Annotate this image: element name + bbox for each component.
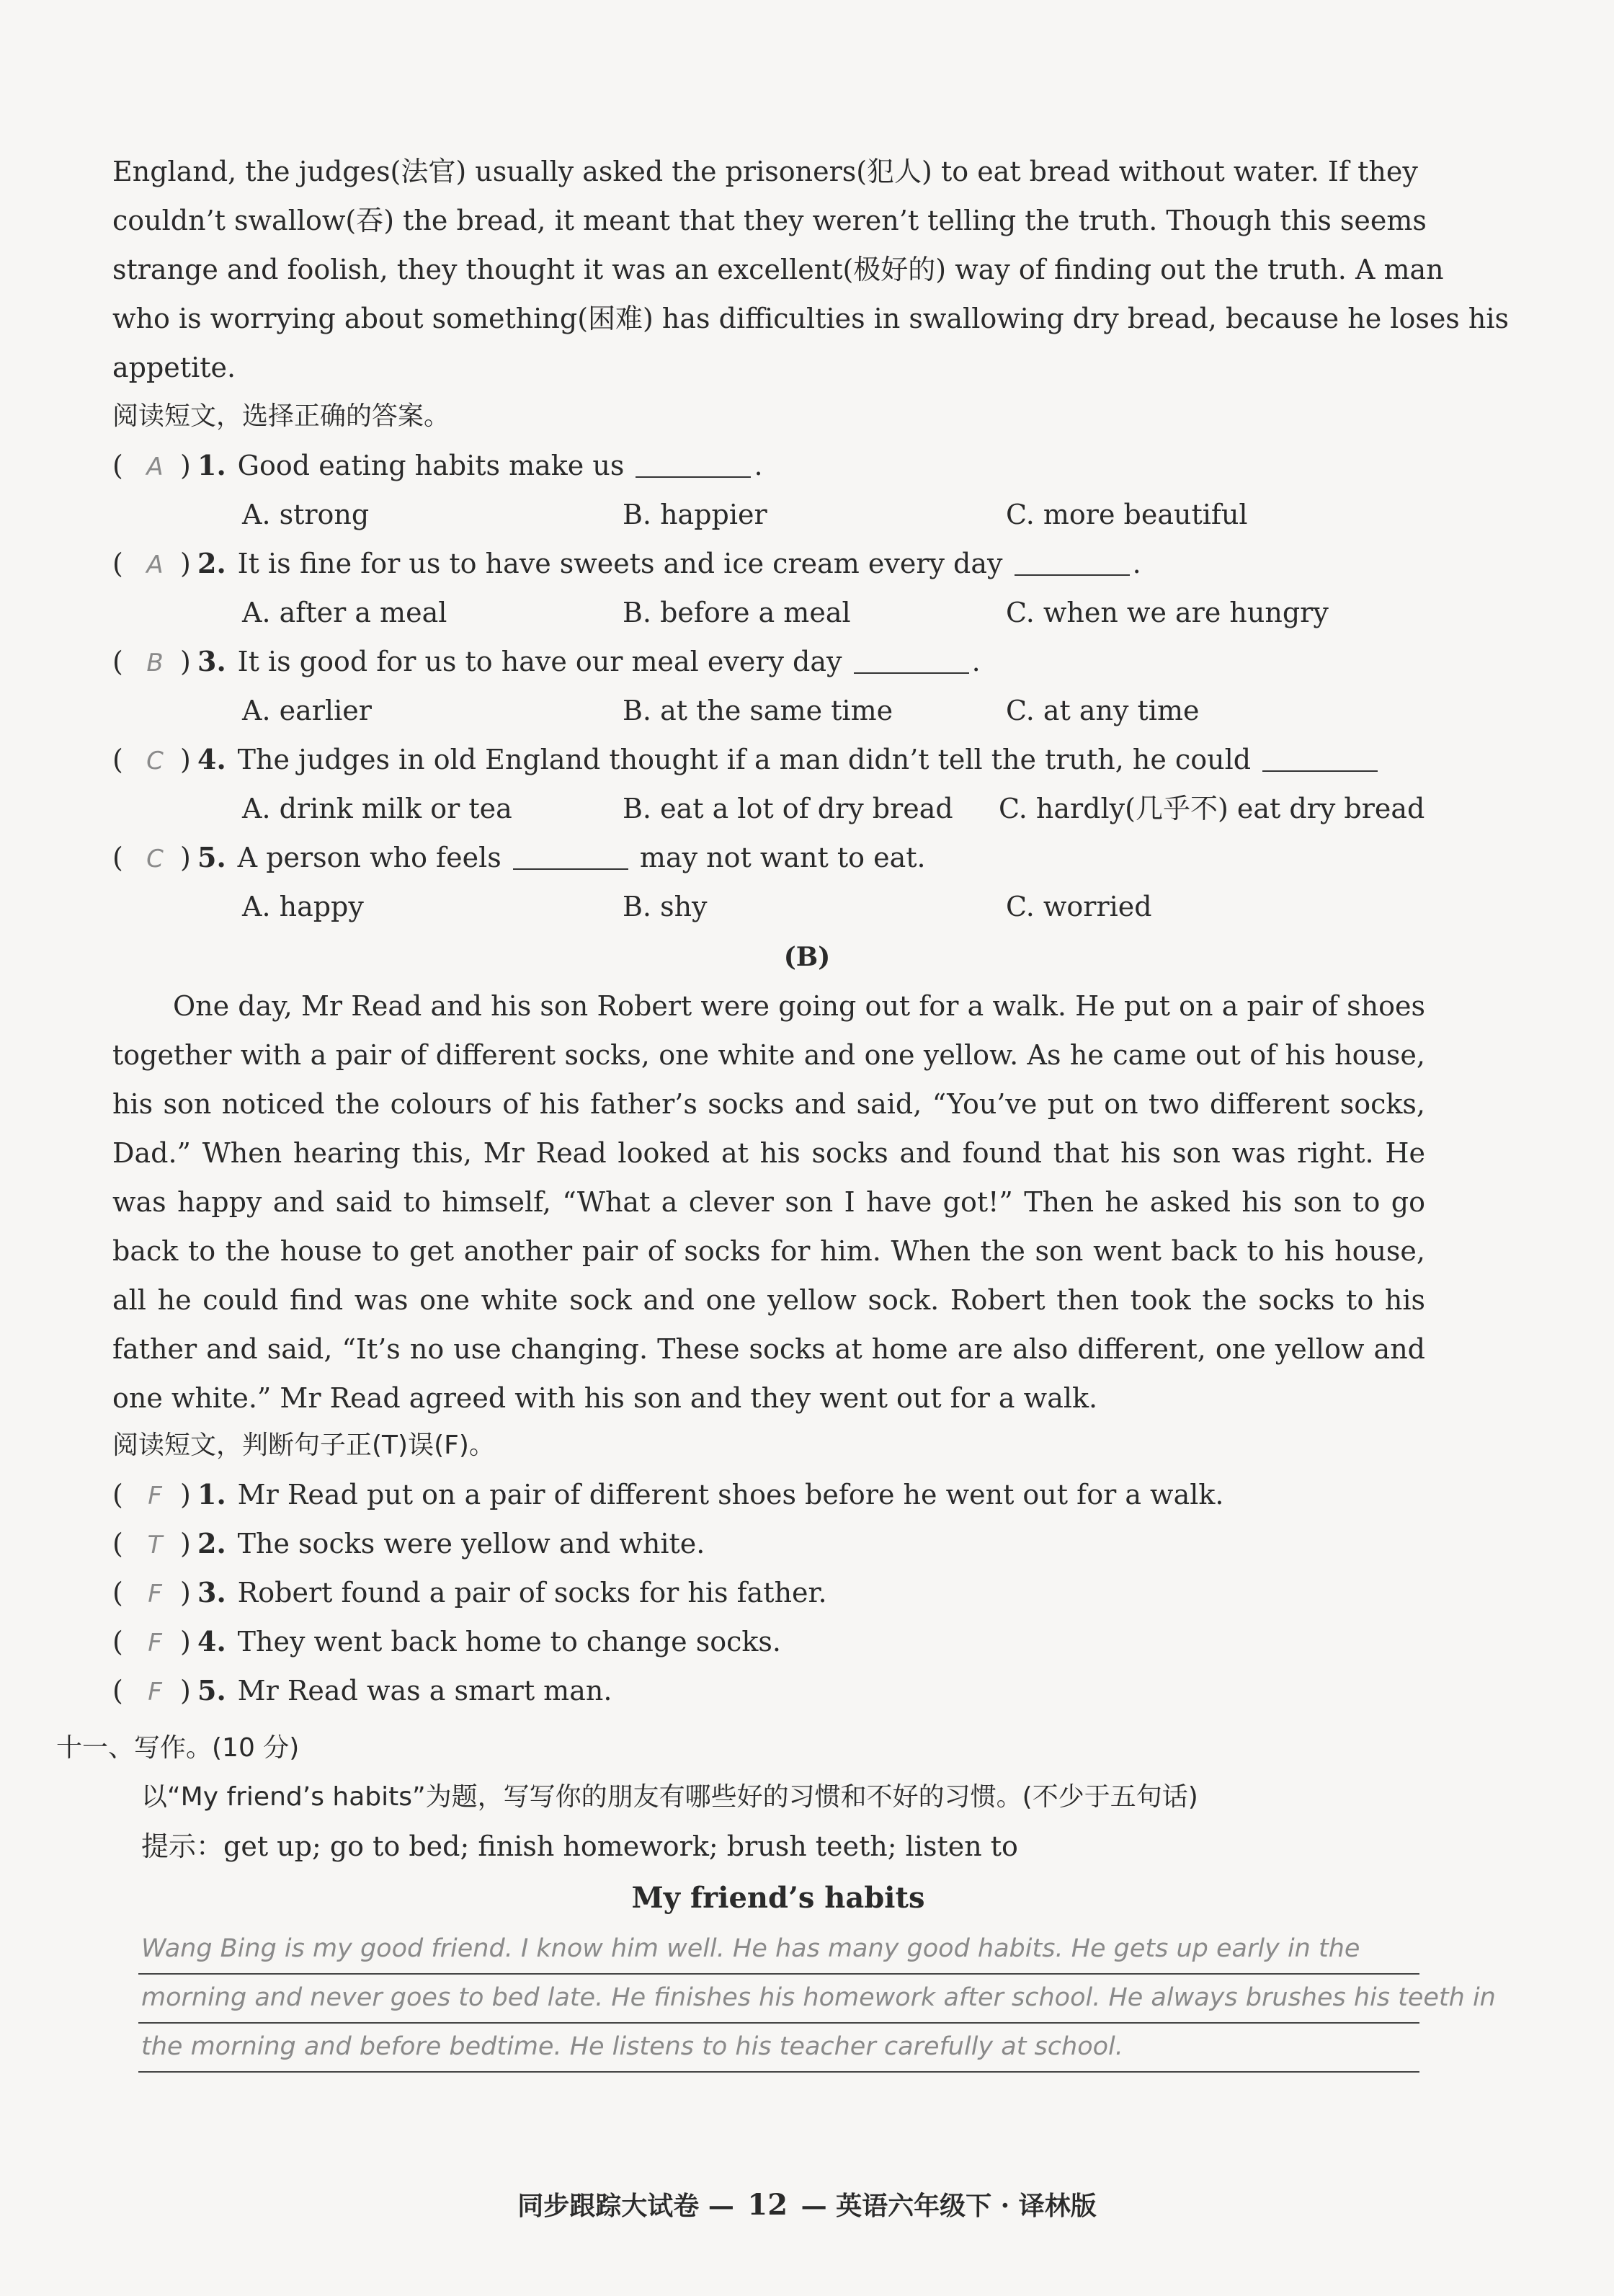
answer-mark: T — [147, 1531, 163, 1559]
writing-hint: 提示：get up; go to bed; finish homework; brush teeth; listen to — [141, 1830, 1018, 1862]
mc-question-4: ( C ) 4. The judges in old England thought if a man didn’t tell the truth, he could — [112, 735, 1381, 784]
answer-mark: F — [148, 1678, 162, 1707]
answer-mark: B — [146, 649, 164, 677]
instruction-a: 阅读短文，选择正确的答案。 — [112, 401, 450, 431]
answer-mark: C — [146, 845, 164, 873]
writing-heading: 十一、写作。(10 分) — [56, 1733, 300, 1763]
passage-b: One day, Mr Read and his son Robert were going out for a walk. He put on a pair of shoes together with a pair of different socks, one white and one yellow. As he came out of his house, his son noticed the colours of his father’s socks and said, “You’ve put on two different socks, Dad.” When hearing this, Mr Read looked at his socks and found that his son was right. He was happy and said to himself, “What a clever son I have got!” Then he asked his son to go back to the house to get another pair of socks for him. When the son went back to his house, all he could find was one white sock and one yellow sock. Robert then took the socks to his father and said, “It’s no use changing. These socks at home are also different, one yellow and one white.” Mr Read agreed with his son and they went out for a walk. — [112, 990, 1425, 1414]
mc-question-3: ( B ) 3. It is good for us to have our meal every day . — [112, 637, 981, 686]
answer-blank — [636, 448, 751, 478]
option-b: B. before a meal — [623, 597, 851, 628]
passage-a-line-4: who is worrying about something(困难) has difficulties in swallowing dry bread, because he loses his — [112, 303, 1510, 334]
mc-question-5: ( C ) 5. A person who feels may not want to eat. — [112, 833, 926, 882]
mc-question-2: ( A ) 2. It is fine for us to have sweets and ice cream every day . — [112, 539, 1141, 588]
option-b: B. shy — [623, 891, 708, 922]
handwritten-line-2: morning and never goes to bed late. He finishes his homework after school. He always brushes his teeth in — [141, 1983, 1496, 2012]
option-c: C. more beautiful — [1006, 499, 1248, 530]
answer-mark: F — [148, 1482, 162, 1510]
composition-title: My friend’s habits — [631, 1881, 925, 1915]
passage-a-line-1: England, the judges(法官) usually asked the prisoners(犯人) to eat bread without water. If they — [112, 156, 1418, 187]
instruction-b: 阅读短文，判断句子正(T)误(F)。 — [112, 1430, 495, 1460]
passage-a-line-2: couldn’t swallow(吞) the bread, it meant that they weren’t telling the truth. Though this seems — [112, 205, 1427, 236]
answer-mark: A — [146, 551, 164, 579]
option-a: A. happy — [242, 891, 364, 922]
footer-edition: 英语六年级下 · 译林版 — [836, 2191, 1097, 2221]
answer-mark: F — [148, 1629, 162, 1658]
handwritten-line-1: Wang Bing is my good friend. I know him well. He has many good habits. He gets up early in the — [141, 1934, 1360, 1963]
passage-a-line-3: strange and foolish, they thought it was an excellent(极好的) way of finding out the truth. A man — [112, 254, 1444, 285]
option-c: C. at any time — [1006, 695, 1200, 726]
handwritten-line-3: the morning and before bedtime. He listens to his teacher carefully at school. — [141, 2032, 1123, 2061]
tf-question-2: ( T ) 2. The socks were yellow and white. — [112, 1519, 705, 1568]
answer-mark: C — [146, 747, 164, 775]
answer-blank — [854, 644, 969, 674]
answer-mark: A — [146, 453, 164, 481]
option-c: C. when we are hungry — [1006, 597, 1329, 628]
option-b: B. eat a lot of dry bread — [623, 793, 953, 824]
option-a: A. after a meal — [242, 597, 447, 628]
option-c: C. worried — [1006, 891, 1152, 922]
passage-a-line-5: appetite. — [112, 352, 236, 383]
tf-question-1: ( F ) 1. Mr Read put on a pair of different shoes before he went out for a walk. — [112, 1470, 1224, 1519]
page-footer: 同步跟踪大试卷 — 12 — 英语六年级下 · 译林版 — [517, 2188, 1097, 2222]
option-c: C. hardly(几乎不) eat dry bread — [999, 793, 1425, 824]
option-a: A. earlier — [242, 695, 372, 726]
answer-blank — [513, 840, 628, 870]
page-number: 12 — [747, 2188, 788, 2222]
mc-question-1: ( A ) 1. Good eating habits make us . — [112, 441, 763, 490]
option-b: B. happier — [623, 499, 767, 530]
tf-question-4: ( F ) 4. They went back home to change socks. — [112, 1617, 781, 1666]
footer-book-title: 同步跟踪大试卷 — [517, 2191, 700, 2221]
option-b: B. at the same time — [623, 695, 893, 726]
tf-question-5: ( F ) 5. Mr Read was a smart man. — [112, 1666, 612, 1715]
answer-blank — [1262, 742, 1378, 772]
answer-blank — [1015, 546, 1130, 576]
option-a: A. strong — [242, 499, 370, 530]
section-b-label: (B) — [783, 942, 831, 972]
writing-prompt: 以“My friend’s habits”为题，写写你的朋友有哪些好的习惯和不好的习惯。(不少于五句话) — [141, 1782, 1198, 1812]
tf-question-3: ( F ) 3. Robert found a pair of socks for his father. — [112, 1568, 827, 1617]
answer-mark: F — [148, 1580, 162, 1608]
option-a: A. drink milk or tea — [242, 793, 512, 824]
